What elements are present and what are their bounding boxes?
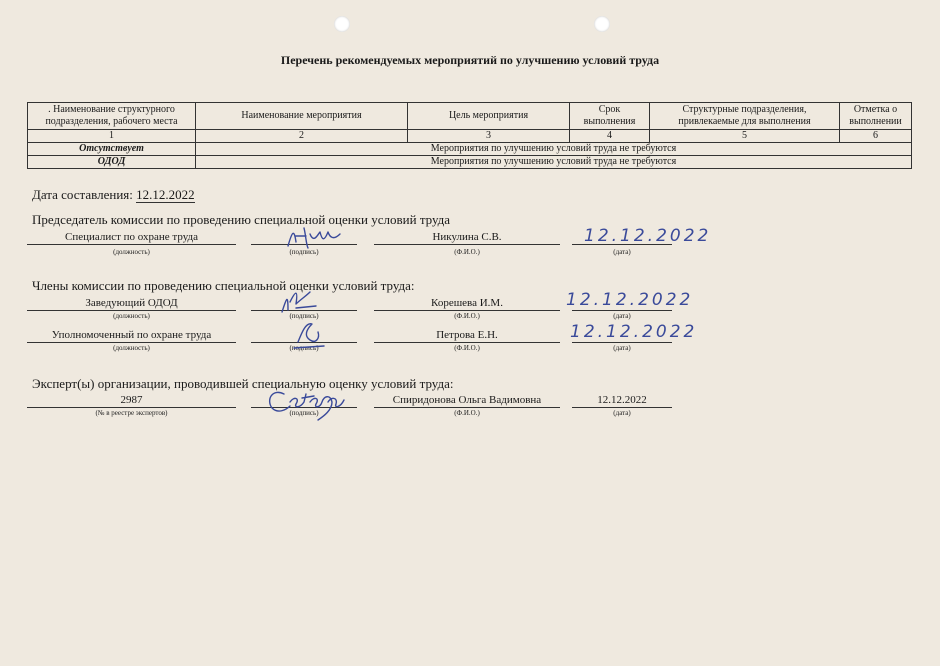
expert-date: 12.12.2022 (572, 393, 672, 408)
table-header-row (28, 103, 912, 130)
caption-date: (дата) (613, 312, 631, 320)
member-date-handwritten: 12.12.2022 (566, 290, 694, 310)
table-row (28, 143, 912, 156)
column-number: 5 (650, 130, 840, 143)
signature-image (262, 380, 362, 430)
members-heading: Члены комиссии по проведению специальной оценки условий труда: (32, 278, 415, 293)
header-cell: Цель мероприятия (408, 103, 570, 130)
caption-fio: (Ф.И.О.) (454, 344, 480, 352)
chair-fio: Никулина С.В. (374, 230, 560, 245)
punch-hole (594, 16, 610, 32)
column-number: 2 (196, 130, 408, 143)
caption-signature: (подпись) (289, 344, 319, 352)
row-name: ОДОД (28, 156, 196, 169)
column-number: 4 (570, 130, 650, 143)
caption-position: (должность) (113, 312, 150, 320)
row-name: Отсутствует (28, 143, 196, 156)
member-fio: Корешева И.М. (374, 296, 560, 311)
caption-fio: (Ф.И.О.) (454, 409, 480, 417)
signature-image (276, 286, 326, 320)
chair-position: Специалист по охране труда (27, 230, 236, 245)
table-row (28, 156, 912, 169)
expert-registry-no: 2987 (27, 393, 236, 408)
signature-image (290, 318, 330, 352)
row-text: Мероприятия по улучшению условий труда не требуются (196, 156, 912, 169)
punch-hole (334, 16, 350, 32)
date-compiled (32, 187, 195, 203)
header-cell: Структурные подразделения, привлекаемые для выполнения (650, 103, 840, 130)
caption-date: (дата) (613, 344, 631, 352)
caption-registry: (№ в реестре экспертов) (95, 409, 168, 417)
chair-date-handwritten: 12.12.2022 (584, 226, 712, 246)
member-position: Уполномоченный по охране труда (27, 328, 236, 343)
header-cell: Отметка о выполнении (840, 103, 912, 130)
caption-signature: (подпись) (289, 312, 319, 320)
column-number: 6 (840, 130, 912, 143)
member-date-handwritten: 12.12.2022 (570, 322, 698, 342)
caption-position: (должность) (113, 344, 150, 352)
caption-position: (должность) (113, 248, 150, 256)
caption-date: (дата) (613, 409, 631, 417)
caption-date: (дата) (613, 248, 631, 256)
header-cell: Наименование мероприятия (196, 103, 408, 130)
header-cell: . Наименование структурного подразделения, рабочего места (28, 103, 196, 130)
member-position: Заведующий ОДОД (27, 296, 236, 311)
expert-fio: Спиридонова Ольга Вадимовна (374, 393, 560, 408)
header-cell: Срок выполнения (570, 103, 650, 130)
column-number: 1 (28, 130, 196, 143)
caption-signature: (подпись) (289, 409, 319, 417)
caption-signature: (подпись) (289, 248, 319, 256)
chair-heading: Председатель комиссии по проведению специальной оценки условий труда (32, 212, 451, 227)
date-compiled-label: Дата составления: (32, 187, 133, 202)
expert-heading: Эксперт(ы) организации, проводившей специальную оценку условий труда: (32, 376, 454, 391)
column-number: 3 (408, 130, 570, 143)
signature-image (284, 224, 344, 254)
row-text: Мероприятия по улучшению условий труда не требуются (196, 143, 912, 156)
date-compiled-value: 12.12.2022 (136, 187, 195, 202)
caption-fio: (Ф.И.О.) (454, 312, 480, 320)
measures-table (27, 102, 912, 169)
caption-fio: (Ф.И.О.) (454, 248, 480, 256)
document-title: Перечень рекомендуемых мероприятий по улучшению условий труда (280, 53, 660, 67)
table-number-row (28, 130, 912, 143)
member-fio: Петрова Е.Н. (374, 328, 560, 343)
